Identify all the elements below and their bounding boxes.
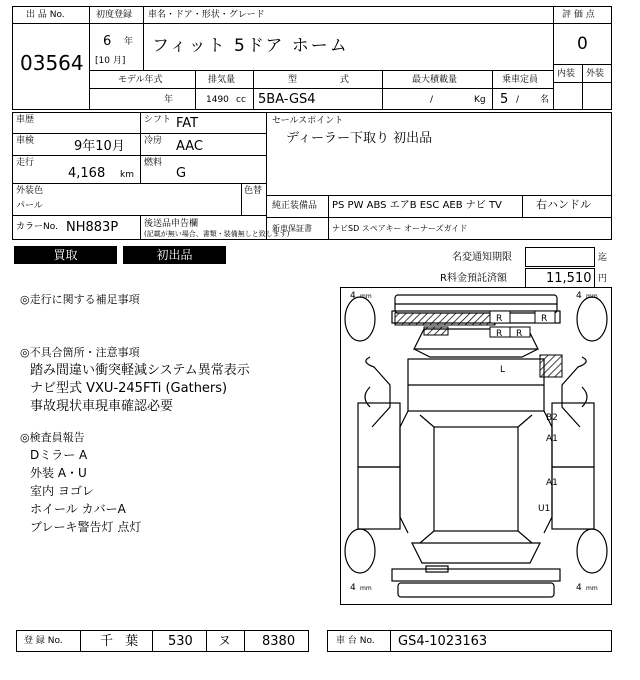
first-reg-month: [10 月] (95, 56, 126, 66)
tire-fr-value: 4 (576, 291, 582, 301)
km-unit: km (120, 170, 134, 180)
type-value: 5BA-GS4 (258, 92, 316, 107)
reg-area: 千 葉 (100, 634, 143, 649)
name-label: 車名・ドア・形状・グレード (148, 10, 265, 20)
ac-label: 冷房 (144, 136, 163, 146)
inspector-line-4: ホイール カバーA (30, 502, 126, 516)
defect-line-3: 事故現状車現車確認必要 (30, 399, 174, 414)
damage-hatch-lower (424, 327, 448, 335)
max-load-sep: / (430, 95, 434, 105)
history-label: 車歴 (16, 115, 35, 125)
score-value: 0 (577, 34, 588, 54)
interior-label: 内装 (557, 69, 576, 79)
car-damage-diagram (340, 287, 612, 605)
mark-b2: B2 (546, 413, 558, 423)
tag-buyout: 買取 (14, 246, 117, 264)
warranty-value: ナビSD スペアキー オーナーズガイド (332, 224, 468, 233)
cc-unit: cc (236, 95, 246, 105)
mark-r1: R (496, 314, 503, 324)
model-year-unit: 年 (164, 95, 174, 105)
displacement-label: 排気量 (208, 75, 236, 85)
first-reg-year: 6 (103, 34, 112, 49)
reg-label: 登 録 No. (24, 636, 63, 646)
shift-label: シフト (144, 115, 172, 125)
mark-l: L (500, 365, 506, 375)
handle-value: 右ハンドル (536, 198, 591, 211)
warranty-label: 新車保証書 (272, 224, 312, 233)
damage-hatch-bumper (395, 313, 495, 325)
name-change-unit: 迄 (598, 253, 608, 263)
color-label: 外装色 (16, 186, 44, 196)
color-no-label: カラーNo. (16, 222, 58, 232)
shift-value: FAT (176, 116, 199, 131)
car-name: フィット 5ドア ホーム (152, 36, 349, 56)
year-unit: 年 (124, 37, 134, 47)
equip-value: PS PW ABS エアB ESC AEB ナビ TV (332, 200, 502, 211)
tire-rl-value: 4 (350, 583, 356, 593)
capacity-value: 5 (500, 92, 509, 107)
recycle-amount: 11,510 (546, 271, 592, 286)
inspector-line-1: Dミラー A (30, 448, 88, 462)
equip-label: 純正装備品 (272, 201, 318, 211)
ac-value: AAC (176, 139, 203, 154)
tire-rr-unit: mm (586, 585, 598, 592)
kg-unit: Kg (474, 95, 486, 105)
mark-a1-upper: A1 (546, 434, 558, 444)
type-label: 型 式 (288, 75, 349, 85)
chassis-number: GS4-1023163 (398, 634, 488, 649)
mileage-label: 走行 (16, 158, 35, 168)
mark-a1-lower: A1 (546, 478, 558, 488)
defect-line-1: 踏み間違い衝突軽減システム異常表示 (30, 363, 250, 378)
driving-notes-header: ◎走行に関する補足事項 (20, 293, 140, 306)
color-no-value: NH883P (66, 220, 119, 235)
mark-r4: R (516, 329, 523, 339)
aftermarket-note: (記載が無い場合、書類・装備無しと致します) (144, 230, 290, 238)
inspector-line-3: 室内 ヨゴレ (30, 484, 94, 498)
color-change-label: 色替 (244, 186, 263, 196)
defect-header: ◎不具合箇所・注意事項 (20, 346, 140, 359)
model-year-label: モデル年式 (118, 75, 163, 85)
exterior-label: 外装 (586, 69, 605, 79)
tire-rr-value: 4 (576, 583, 582, 593)
mark-r3: R (496, 329, 503, 339)
capacity-label: 乗車定員 (502, 75, 539, 85)
tire-rl-unit: mm (360, 585, 372, 592)
aftermarket-label: 後送品申告欄 (144, 219, 199, 229)
capacity-sep: / (516, 95, 520, 105)
reg-kana: ヌ (218, 634, 232, 649)
mileage-value: 4,168 (68, 166, 106, 181)
chassis-label: 車 台 No. (336, 636, 375, 646)
lot-number: 03564 (20, 51, 84, 75)
recycle-label: R料金預託済額 (440, 273, 507, 284)
yen-unit: 円 (598, 274, 608, 284)
tire-fr-unit: mm (586, 293, 598, 300)
tire-fl-unit: mm (360, 293, 372, 300)
inspection-value: 9年10月 (74, 139, 125, 154)
lot-label: 出 品 No. (26, 10, 65, 20)
displacement-value: 1490 (206, 95, 229, 105)
reg-number: 8380 (262, 634, 296, 649)
color-value: パール (16, 201, 43, 211)
inspector-line-2: 外装 A・U (30, 466, 87, 480)
score-label: 評 価 点 (562, 10, 595, 20)
tag-first-listing: 初出品 (123, 246, 226, 264)
name-change-label: 名変通知期限 (452, 252, 512, 263)
tire-fl-value: 4 (350, 291, 356, 301)
inspection-label: 車検 (16, 136, 35, 146)
damage-hatch-right-fender (540, 355, 562, 377)
fuel-label: 燃料 (144, 158, 163, 168)
inspector-header: ◎検査員報告 (20, 431, 85, 444)
inspector-line-5: ブレーキ警告灯 点灯 (30, 520, 142, 534)
mark-r2: R (541, 314, 548, 324)
fuel-value: G (176, 166, 187, 181)
max-load-label: 最大積載量 (412, 75, 458, 85)
mark-u1: U1 (538, 504, 551, 514)
sales-point-label: セールスポイント (272, 116, 344, 126)
first-reg-label: 初度登録 (96, 10, 133, 20)
defect-line-2: ナビ型式 VXU-245FTi (Gathers) (30, 381, 228, 396)
reg-class: 530 (168, 634, 193, 649)
person-unit: 名 (540, 95, 550, 105)
sales-point-value: ディーラー下取り 初出品 (286, 131, 433, 146)
name-change-box (525, 247, 595, 267)
